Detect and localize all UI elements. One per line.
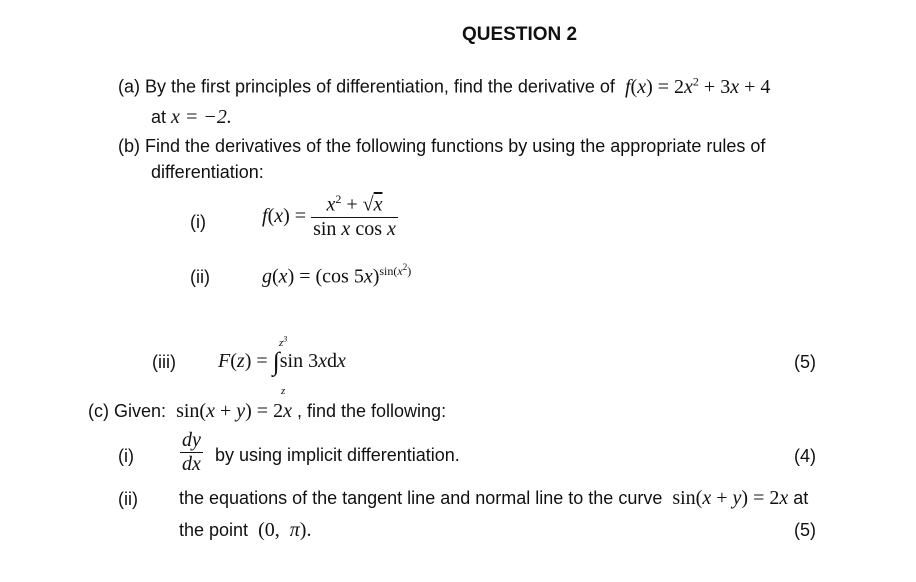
part-b-label: (b) [118, 136, 140, 156]
part-a-text: By the first principles of differentiation, find the derivative of [145, 76, 615, 97]
part-c-find: , find the following: [296, 401, 447, 421]
part-c-i-fraction: $\frac{dy}{dx}$ [182, 429, 201, 475]
part-c-ii-text: the equations of the tangent line and normal line to the curve [179, 488, 663, 508]
part-b-ii-expression: g(x) = (cos 5x)$^{sin(x^2)}$ [262, 262, 412, 288]
part-c-line [88, 400, 446, 423]
part-c-ii-marks: (5) [794, 520, 816, 540]
part-b-marks: (5) [794, 352, 816, 372]
part-c-ii-at: at [793, 488, 809, 508]
part-c-ii-line2 [179, 519, 311, 542]
part-b-text2: differentiation: [151, 162, 264, 182]
part-c-ii-point: (0, π). [253, 519, 312, 541]
part-c-i-marks: (4) [794, 446, 816, 466]
part-b-ii-label: (ii) [190, 267, 210, 287]
part-a-point-line [151, 106, 232, 129]
part-c-ii-curve: sin(x + y) = 2x [667, 487, 789, 509]
part-c-label: (c) [88, 401, 109, 421]
part-a-label: (a) [118, 76, 140, 97]
function-f-expression: $f(x) = 2x^2 + 3x + 4$ [624, 74, 771, 98]
part-a-point: x = −2. [171, 106, 232, 128]
integral-upper-limit: $z^3$ [279, 334, 288, 349]
part-b-line1 [118, 136, 765, 157]
part-c-given: Given: [114, 401, 167, 421]
question-title: QUESTION 2 [462, 24, 578, 45]
part-b-i-expression: f(x) = $\frac{x^2 + √x}{\text{sin x cos x}}$ [262, 192, 396, 240]
part-c-i-text: by using implicit differentiation. [215, 445, 460, 465]
part-c-ii-line1 [179, 487, 808, 510]
part-b-iii-label: (iii) [152, 352, 176, 372]
part-a-at: at [151, 107, 167, 127]
part-b-iii-expression: F(z) = ∫sin 3xdx [218, 347, 346, 376]
part-c-equation: sin(x + y) = 2x [171, 400, 292, 422]
part-a [118, 74, 770, 99]
part-c-ii-label: (ii) [118, 489, 138, 509]
integral-lower-limit: z [281, 385, 286, 397]
part-c-i-label: (i) [118, 446, 134, 466]
part-c-ii-text2: the point [179, 520, 249, 540]
part-b-text1: Find the derivatives of the following functions by using the appropriate rules of [145, 136, 766, 156]
part-b-i-label: (i) [190, 212, 206, 232]
